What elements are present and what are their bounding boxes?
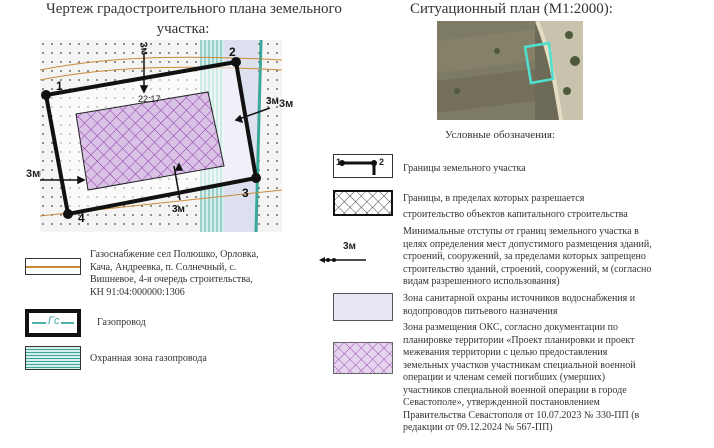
- corner-point-3: [251, 173, 261, 183]
- oks-line-1: Зона размещения ОКС, согласно документации по: [403, 322, 618, 333]
- oks-line-8: Правительства Севастополя от 10.07.2023 № 330-ПП (в: [403, 409, 640, 421]
- setback-label-top: 3м: [137, 41, 151, 56]
- left-map-title: [46, 1, 342, 37]
- plan-drawing: [40, 40, 282, 232]
- setback-line-5: видам разрешенного использования): [403, 276, 560, 287]
- gas-supply-line-1: Газоснабжение сел Полюшко, Орловка,: [90, 249, 259, 260]
- left-title-line2: участка:: [156, 21, 210, 37]
- legend-title: Условные обозначения:: [445, 129, 556, 141]
- left-title-line1: Чертеж градостроительного плана земельного: [46, 1, 342, 17]
- setback-symbol-label: 3м: [343, 241, 356, 252]
- sanitary-line-2: водопроводов питьевого назначения: [403, 305, 558, 317]
- oks-line-7: Севастополе», утвержденной постановлением: [403, 397, 600, 408]
- legend-setback-text: [403, 226, 713, 289]
- setback-line-2: целях определения мест допустимого размещения зданий,: [403, 238, 652, 250]
- legend-boundary-symbol: [333, 154, 393, 178]
- gas-pipe-symbol-label: Гс: [48, 315, 60, 327]
- oks-line-6: участников специальной военной операции в городе: [403, 384, 627, 396]
- legend-sanitary-text: [403, 293, 713, 318]
- oks-line-5: операции и членам семей погибших (умерших): [403, 372, 606, 383]
- corner-label-1: 1: [56, 79, 63, 93]
- corner-label-4: 4: [78, 211, 85, 225]
- oks-line-2: планировке территории «Проект планировки и проект: [403, 334, 635, 346]
- gas-supply-line-2: Кача, Андреевка, п. Солнечный, с.: [90, 261, 237, 273]
- legend-gas-supply-symbol: [25, 258, 81, 275]
- oks-line-4: земельных участков участникам специальной военной: [403, 359, 636, 371]
- corner-point-4: [63, 209, 73, 219]
- legend-gas-zone-text: Охранная зона газопровода: [90, 353, 207, 364]
- gas-supply-line-3: Вишневое, 4-я очередь строительства,: [90, 274, 253, 285]
- legend-gas-pipe-text: Газопровод: [97, 317, 146, 328]
- legend-boundary-text: Границы земельного участка: [403, 163, 526, 174]
- setback-label-right: 3м: [266, 96, 279, 107]
- boundary-symbol-label-1: 1: [336, 157, 342, 167]
- legend-oks-text: [403, 322, 713, 435]
- boundary-symbol-label-2: 2: [379, 157, 385, 167]
- legend-build-area-symbol: [333, 190, 393, 216]
- setback-line-4: строительство зданий, строений, сооружений, м (согласно: [403, 263, 652, 275]
- oks-line-3: межевания территории с целью предоставления: [403, 347, 608, 358]
- legend-oks-symbol: [333, 342, 393, 374]
- oks-line-9: редакции от 09.12.2024 № 567-ПП): [403, 422, 553, 433]
- legend-build-area-text: [403, 193, 628, 221]
- setback-line-3: строений, сооружений, за пределами которых запрещено: [403, 251, 646, 262]
- cadastral-number-label: 22:17: [138, 94, 161, 104]
- right-map-title: Ситуационный план (М1:2000):: [410, 1, 613, 17]
- legend-sanitary-symbol: [333, 293, 393, 321]
- corner-point-1: [41, 90, 51, 100]
- setback-label-right-outside: 3м: [279, 98, 294, 110]
- legend-gas-zone-symbol: [25, 346, 81, 370]
- corner-label-3: 3: [242, 186, 249, 200]
- corner-label-2: 2: [229, 45, 236, 59]
- setback-label-left-outside: 3м: [26, 168, 41, 180]
- build-area-line-1: Границы, в пределах которых разрешается: [403, 193, 585, 204]
- gas-supply-line-4: КН 91:04:000000:1306: [90, 286, 185, 298]
- legend-setback-symbol: [318, 240, 398, 270]
- legend-gas-pipe-symbol: [25, 309, 81, 337]
- build-area-line-2: строительство объектов капитального строительства: [403, 208, 628, 220]
- legend-gas-supply-text: [90, 249, 310, 299]
- setback-line-1: Минимальные отступы от границ земельного участка в: [403, 226, 639, 237]
- situation-plan-image: [437, 21, 583, 120]
- setback-label-bottom: 3м: [172, 204, 185, 215]
- sanitary-line-1: Зона санитарной охраны источников водоснабжения и: [403, 293, 636, 304]
